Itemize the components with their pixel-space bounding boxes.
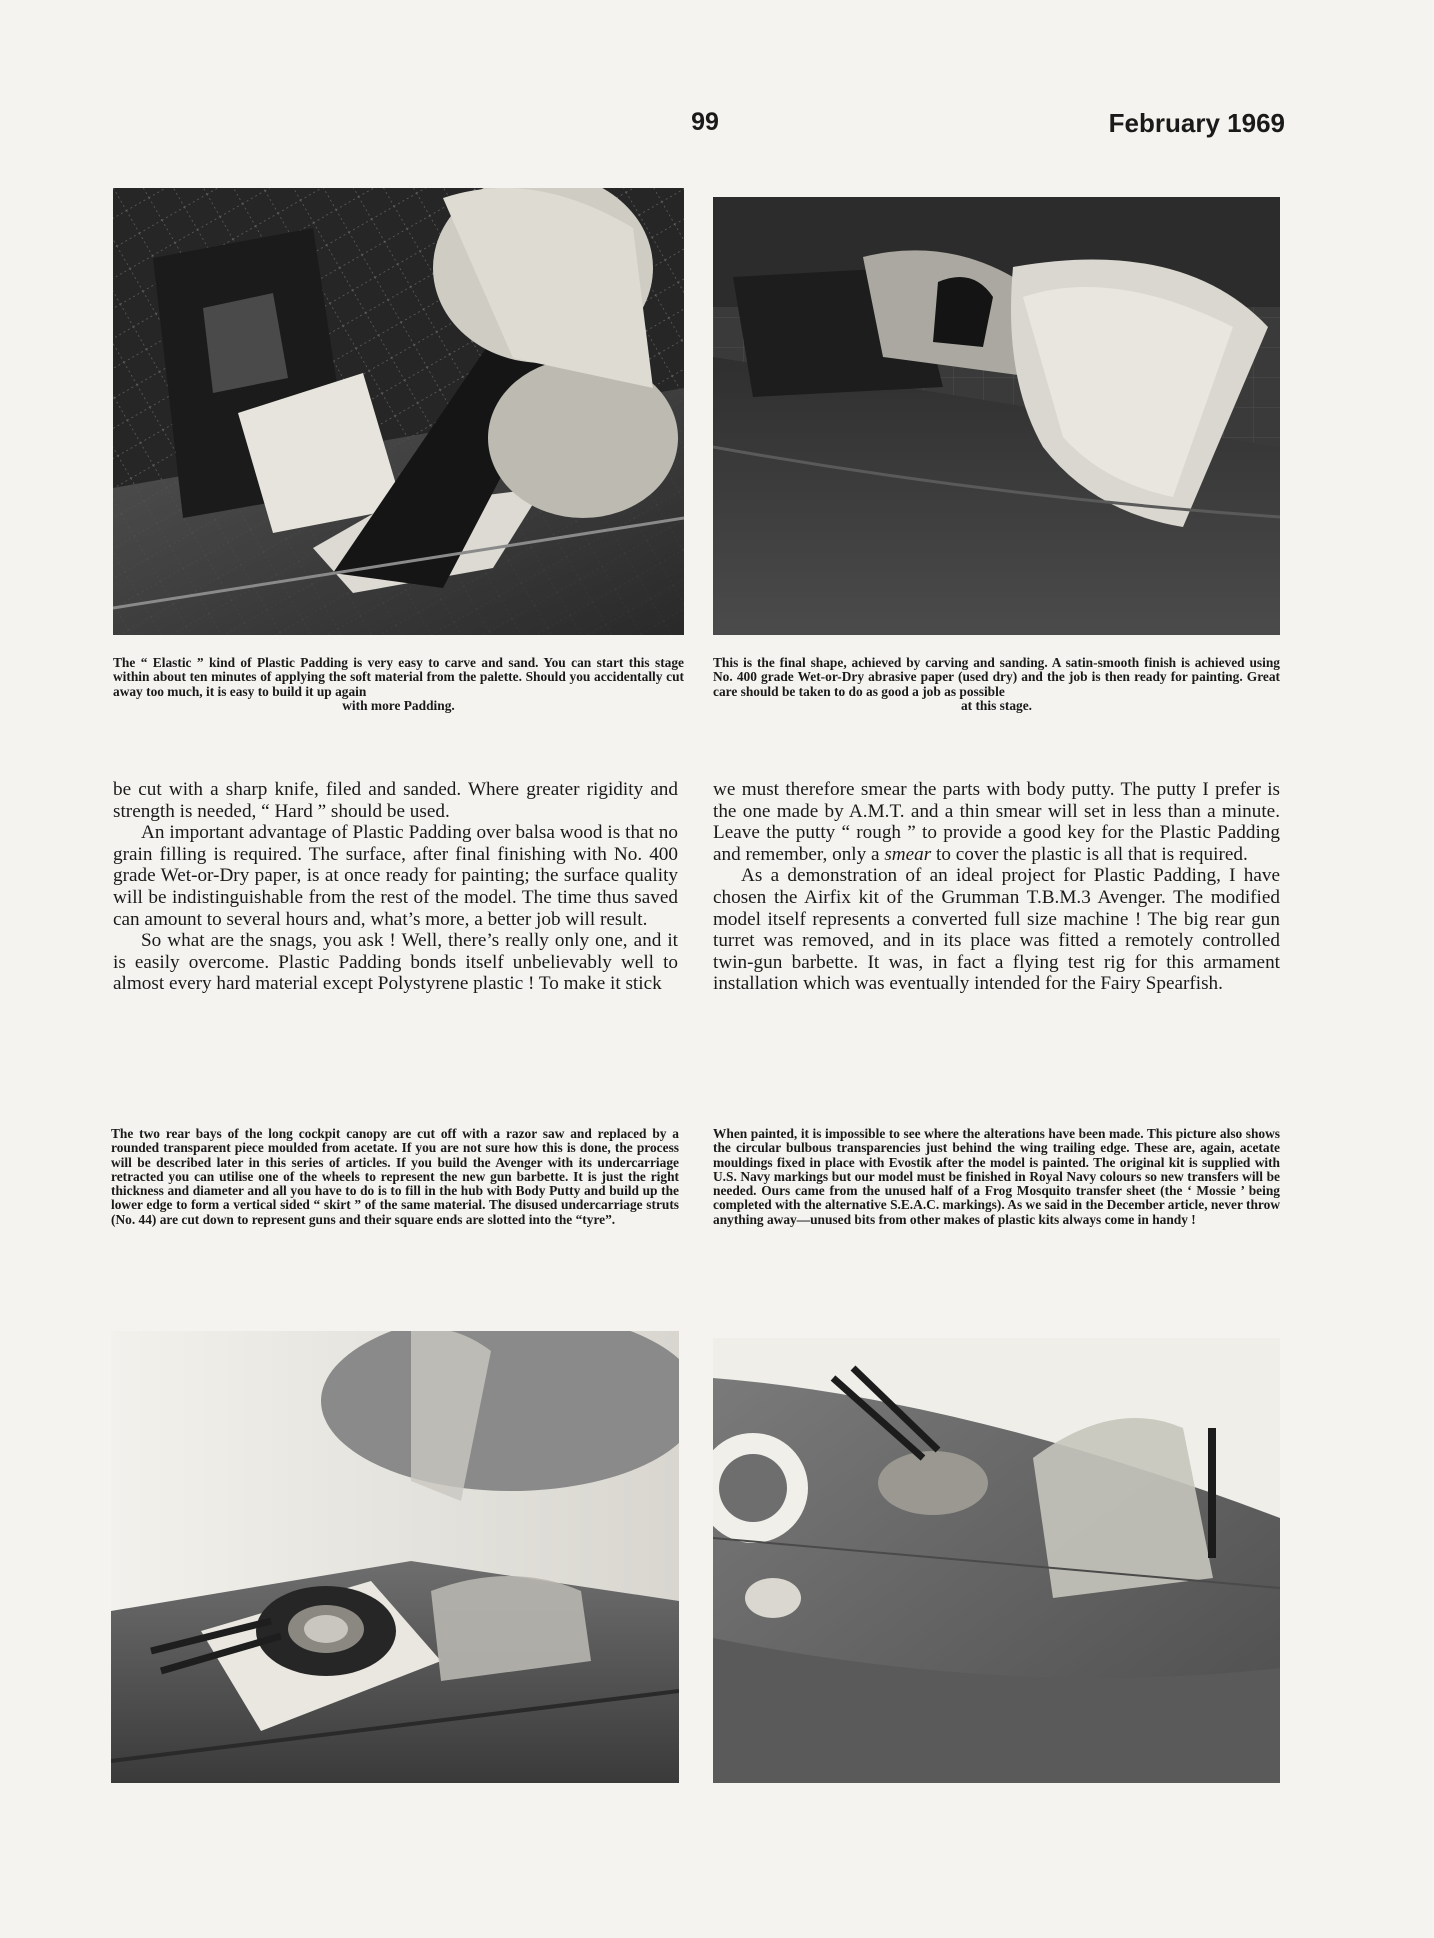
body-text: to cover the plastic is all that is required. — [936, 843, 1248, 865]
body-paragraph: As a demonstration of an ideal project for Plastic Padding, I have chosen the Airfix kit of the Grumman T.B.M.3 Avenger. The modified model itself represents a converted full size machine ! The big rear gun turret was removed, and in its place was fitted a remotely controlled twin-gun barbette. It was, in fact a flying test rig for this armament installation which was eventually intended for the Fairy Spearfish. — [713, 865, 1280, 995]
caption-top-left — [113, 656, 684, 713]
photo-painted-avenger — [713, 1338, 1280, 1783]
photo-final-shape — [713, 197, 1280, 635]
body-paragraph: be cut with a sharp knife, filed and sanded. Where greater rigidity and strength is needed, “ Hard ” should be used. — [113, 779, 678, 822]
body-text: we must therefore smear the parts with body putty. The putty I prefer is the one made by A.M.T. and a thin smear will set in less than a minute. Leave the putty “ rough ” to provide a good key for the Plastic Padding and remember, only a — [713, 779, 1280, 865]
body-paragraph — [713, 779, 1280, 865]
caption-text: The “ Elastic ” kind of Plastic Padding is very easy to carve and sand. You can start this stage within about ten minutes of applying the soft material from the palette. Should you accidentally cut away too much, it is easy to build it up again — [113, 655, 684, 699]
emphasis-text: smear — [884, 843, 932, 865]
caption-bottom-right: When painted, it is impossible to see where the alterations have been made. This picture also shows the circular bulbous transparencies just behind the wing trailing edge. These are, again, acetate mouldings fixed in place with Evostik after the model is painted. The original kit is supplied with U.S. Navy markings but our model must be finished in Royal Navy colours so new transfers will be needed. Ours came from the unused half of a Frog Mosquito transfer sheet (the ‘ Mossie ’ being completed with the alternative S.E.A.C. markings). As we said in the December article, never throw anything away—unused bits from other makes of plastic kits always come in handy ! — [713, 1126, 1280, 1227]
caption-bottom-left: The two rear bays of the long cockpit canopy are cut off with a razor saw and replaced by a rounded transparent piece moulded from acetate. If you are not sure how this is done, the process will be described later in this series of articles. If you build the Avenger with its undercarriage retracted you can utilise one of the wheels to represent the new gun barbette. It is just the right thickness and diameter and all you have to do is to fill in the hub with Body Putty and build up the lower edge to form a vertical sided “ skirt ” of the same material. The disused undercarriage struts (No. 44) are cut down to represent guns and their square ends are slotted into the “tyre”. — [111, 1126, 679, 1227]
body-paragraph: So what are the snags, you ask ! Well, there’s really only one, and it is easily overcome. Plastic Padding bonds itself unbelievably well to almost every hard material except Polystyrene plastic ! To make it stick — [113, 930, 678, 995]
body-column-left — [113, 779, 678, 995]
caption-last-line: at this stage. — [960, 697, 1033, 713]
body-paragraph: An important advantage of Plastic Padding over balsa wood is that no grain filling is required. The surface, after final finishing with No. 400 grade Wet-or-Dry paper, is at once ready for painting; the surface quality will be indistinguishable from the rest of the model. The time thus saved can amount to several hours and, what’s more, a better job will result. — [113, 822, 678, 930]
caption-text: This is the final shape, achieved by carving and sanding. A satin-smooth finish is achieved using No. 400 grade Wet-or-Dry abrasive paper (used dry) and the job is then ready for painting. Great care should be taken to do as good a job as possible — [713, 655, 1280, 699]
caption-last-line: with more Padding. — [342, 697, 455, 713]
page-number: 99 — [691, 108, 719, 136]
issue-date: February 1969 — [1108, 108, 1285, 138]
body-column-right — [713, 779, 1280, 995]
photo-carving-padding — [113, 188, 684, 635]
photo-gun-barbette — [111, 1331, 679, 1783]
caption-top-right — [713, 656, 1280, 713]
